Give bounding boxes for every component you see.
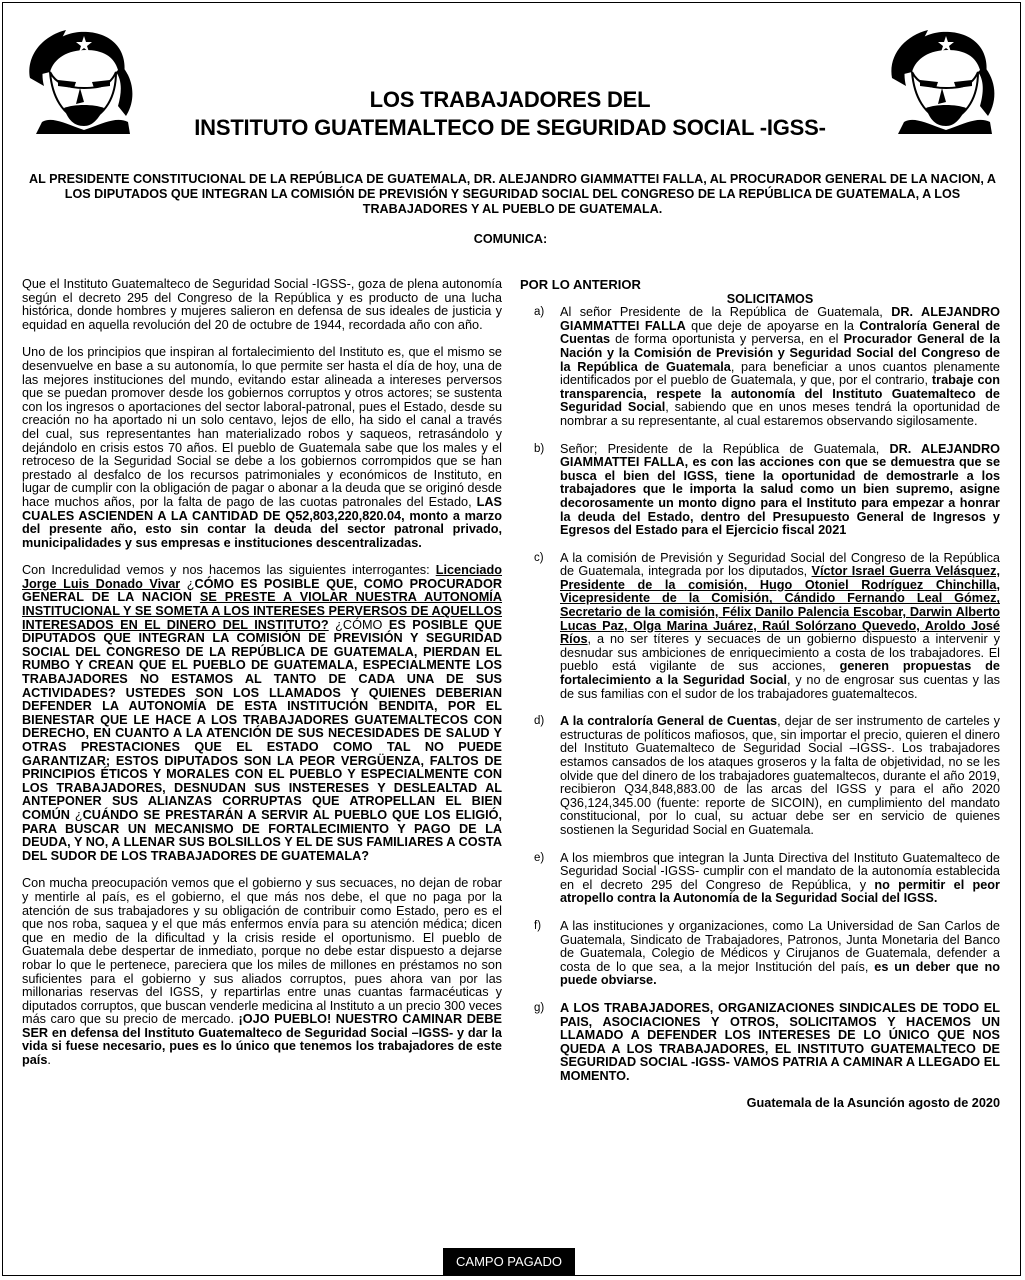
request-a-bold-2: Contraloría General de Cuentas xyxy=(560,318,1000,347)
request-a-bold-3: Procurador General de la Nación y la Comisión de Previsión y Seguridad Social del Congreso de la República de Guatemala xyxy=(560,332,1000,374)
request-b xyxy=(520,443,1000,538)
page-title xyxy=(150,86,870,142)
request-d-text-1: , dejar de ser instrumento de carteles y estructuras de políticos mafiosos, que, sin importar el precio, quieren el dinero del Instituto Guatemalteco de Seguridad Social –IGSS-. Los trabajadores estamos cansados de los ataques groseros y la falta de objetividad, no se les olvide que del dinero de los trabajadores guatemaltecos, durante el año 2019, recibieron Q34,848,883.00 de las arcas del IGSS y para el año 2020 Q36,124,345.00 (fuente: reporte de SICOIN), en cumplimiento del mandato constitucional, por lo cual, su actuar debe ser en servicio de quienes sostienen la Seguridad Social en Guatemala. xyxy=(560,714,1000,837)
request-a-bold-1: DR. ALEJANDRO GIAMMATTEI FALLA xyxy=(560,305,1000,333)
interrogantes-intro: Con Incredulidad vemos y nos hacemos las siguientes interrogantes: xyxy=(22,563,436,578)
interrogantes-q1-open: ¿ xyxy=(180,576,195,591)
request-d xyxy=(520,715,1000,837)
signature-date: Guatemala de la Asunción agosto de 2020 xyxy=(746,1096,1000,1111)
request-f xyxy=(520,920,1000,988)
interrogantes-q3: CUÁNDO SE PRESTARÁN A SERVIR AL PUEBLO QUE LOS ELIGIÓ, PARA BUSCAR UN MECANISMO DE FORTALECIMIENTO Y PAGO DE LA DEUDA, Y NO, A LLENAR SUS BOLSILLOS Y EL DE SUS FAMILIARES A COSTA DEL SUDOR DE LOS TRABAJADORES DE GUATEMALA? xyxy=(22,807,502,863)
request-a-text-1: Al señor Presidente de la República de Guatemala, xyxy=(560,305,892,320)
paragraph-principios-debt: LAS CUALES ASCIENDEN A LA CANTIDAD DE Q52,803,220,820.04, monto a marzo del presente año, esto sin contar la deuda del sector patronal privado, municipalidades y sus empresas e instituciones descentralizadas. xyxy=(22,494,502,550)
requests-list xyxy=(520,306,1000,1083)
request-a-bold-4: trabaje con transparencia, respete la autonomía del Instituto Guatemalteco de Seguridad Social xyxy=(560,373,1000,415)
che-portrait-right xyxy=(884,26,1002,134)
request-c-text-3: , y no de engrosar sus cuentas y las de sus familias con el sudor de los trabajadores guatemaltecos. xyxy=(560,673,1000,701)
request-a-text-2: que deje de apoyarse en la xyxy=(685,318,860,333)
por-lo-anterior-heading: POR LO ANTERIOR xyxy=(520,277,641,292)
request-c-marker: c) xyxy=(534,551,544,564)
request-c-text-2: , a no ser títeres y secuaces de un gobierno dispuesto a intervenir y desnudar sus ambiciones de enriquecimiento a costa de los trabajadores. El pueblo está vigilante de sus acciones, xyxy=(560,632,1000,674)
request-f-marker: f) xyxy=(534,919,542,932)
preocupacion-end: . xyxy=(47,1053,51,1068)
paragraph-autonomia: Que el Instituto Guatemalteco de Seguridad Social -IGSS-, goza de plena autonomía según el decreto 295 del Congreso de la República y es producto de una lucha histórica, donde hombres y mujeres salieron en defensa de sus ideales de justicia y equidad en aquella revolución del 20 de octubre de 1944, recordada año con año. xyxy=(22,277,502,332)
right-column xyxy=(520,278,1000,1111)
comunica-heading: COMUNICA: xyxy=(473,232,548,246)
solicitamos-heading: SOLICITAMOS xyxy=(726,291,814,306)
request-e-marker: e) xyxy=(534,851,545,864)
request-f-text-1: A las instituciones y organizaciones, como La Universidad de San Carlos de Guatemala, Sindicato de Trabajadores, Patronos, Junta Monetaria del Banco de Guatemala, Colegio de Médicos y Cirujanos de Guatemala, defender a costa de lo que sea, a la mejor Institución del país, xyxy=(560,918,1000,974)
title-line-1: LOS TRABAJADORES DEL xyxy=(369,87,651,112)
request-a-text-3: de forma oportunista y perversa, en el xyxy=(610,332,844,347)
request-b-bold-1: DR. ALEJANDRO GIAMMATTEI FALLA, es con las acciones con que se demuestra que se busca el bien del IGSS, tiene la oportunidad de demostrarle a los trabajadores que le importa la salud como un bien supremo, asigne decorosamente un monto digno para el Instituto para empezar a honrar la deuda del Estado, dentro del Presupuesto General de Ingresos y Egresos del Estado para el Ejercicio fiscal 2021 xyxy=(560,441,1001,538)
paragraph-interrogantes xyxy=(22,564,502,863)
interrogantes-q1: CÓMO ES POSIBLE QUE, COMO PROCURADOR GENERAL DE LA NACION xyxy=(22,576,503,605)
che-portrait-left xyxy=(22,26,140,134)
request-b-text-1: Señor; Presidente de la República de Guatemala, xyxy=(560,441,890,456)
request-a xyxy=(520,306,1000,428)
paragraph-preocupacion xyxy=(22,877,502,1067)
interrogantes-q2: ES POSIBLE QUE DIPUTADOS QUE INTEGRAN LA COMISIÓN DE PREVISIÓN Y SEGURIDAD SOCIAL DEL CONGRESO DE LA REPÚBLICA DE GUATEMALA, PIERDAN EL RUMBO Y CREAN QUE EL PUEBLO DE GUATEMALA, ESPECIALMENTE LOS TRABAJADORES NO ESTAMOS AL TANTO DE CADA UNA DE SUS ACTIVIDADES? USTEDES SON LOS LLAMADOS Y QUIENES DEBERIAN DEFENDER LA AUTONOMÍA DE ESTA INSTITUCIÓN BENDITA, POR EL BIENESTAR QUE LE HACE A LOS TRABAJADORES GUATEMALTECOS CON DERECHO, EN CUANTO A LA ATENCIÓN DE SUS NECESIDADES DE SALUD Y OTRAS PRESTACIONES QUE EL ESTADO COMO TAL NO PUEDE GARANTIZAR; ESTOS DIPUTADOS SON LA PEOR VERGÜENZA, FALTOS DE PRINCIPIOS ÉTICOS Y MORALES CON EL PUEBLO Y ESPECIALMENTE CON LOS TRABAJADORES, DESNUDAN SUS INSTERESES Y DESLEALTAD AL ANTEPONER SUS ALIANZAS CORRUPTAS QUE ATROPELLAN EL BIEN COMÚN xyxy=(22,617,502,822)
title-line-2: INSTITUTO GUATEMALTECO DE SEGURIDAD SOCIAL -IGSS- xyxy=(194,115,826,140)
request-d-marker: d) xyxy=(534,715,545,728)
request-a-marker: a) xyxy=(534,306,545,319)
preocupacion-ojo-pueblo: ¡OJO PUEBLO! NUESTRO CAMINAR DEBE SER en defensa del Instituto Guatemalteco de Seguridad Social –IGSS- y dar la vida si fuese necesario, pues es lo único que tenemos los trabajadores de este país xyxy=(22,1012,502,1068)
request-e-bold-1: no permitir el peor atropello contra la Autonomía de la Seguridad Social del IGSS. xyxy=(560,877,1000,906)
request-c-diputados: Víctor Israel Guerra Velásquez, Presidente de la comisión, Hugo Otoniel Rodríguez Chinchilla, Vicepresidente de la Comisión, Cándido Fernando Leal Gómez, Secretario de la comisión, Félix Danilo Palencia Escobar, Darwin Alberto Lucas Paz, Olga Marina Juárez, Raúl Solórzano Quevedo, Aroldo José Ríos xyxy=(560,564,1000,647)
request-g xyxy=(520,1002,1000,1084)
request-g-bold-1: A LOS TRABAJADORES, ORGANIZACIONES SINDICALES DE TODO EL PAIS, ASOCIACIONES Y OTROS, SOLICITAMOS Y HACEMOS UN LLAMADO A DEFENDER LOS INTERESES DE LO ÚNICO QUE NOS QUEDA A LOS TRABAJADORES, EL INSTITUTO GUATEMALTECO DE SEGURIDAD SOCIAL -IGSS- VAMOS PATRIA A CAMINAR A LLEGADO EL MOMENTO. xyxy=(560,1000,1000,1083)
request-a-text-4: , para beneficiar a unos cuantos plenamente identificados por el pueblo de Guatemala, y que, por el contrario, xyxy=(560,359,1000,388)
paragraph-principios xyxy=(22,346,502,550)
request-a-text-5: , sabiendo que en unos meses tendrá la oportunidad de nombrar a su representante, al cual estaremos observando sigilosamente. xyxy=(560,400,1000,428)
request-e xyxy=(520,852,1000,906)
request-d-bold-1: A la contraloría General de Cuentas xyxy=(560,714,778,729)
request-c-text-1: A la comisión de Previsión y Seguridad Social del Congreso de la República de Guatemala, integrada por los diputados, xyxy=(560,550,1000,579)
address-paragraph: AL PRESIDENTE CONSTITUCIONAL DE LA REPÚBLICA DE GUATEMALA, DR. ALEJANDRO GIAMMATTEI FALLA, AL PROCURADOR GENERAL DE LA NACION, A LOS DIPUTADOS QUE INTEGRAN LA COMISIÓN DE PREVISIÓN Y SEGURIDAD SOCIAL DEL CONGRESO DE LA REPÚBLICA DE GUATEMALA, A LOS TRABAJADORES Y AL PUEBLO DE GUATEMALA. xyxy=(29,172,996,216)
paragraph-principios-text: Uno de los principios que inspiran al fortalecimiento del Instituto es, que el mismo se desenvuelve en base a su autonomía, lo que permite ser hasta el día de hoy, una de las mejores instituciones del mundo, evitando estar alineada a intereses perversos que se puedan promover desde los gobiernos corruptos y otros actores; se sustenta con los ingresos o aportaciones del sector laboral-patronal, pues el Estado, desde su creación no ha aportado ni un solo centavo, lejos de ello, ha sido el canal a través del cual, sus representantes han materializado robos y saqueos, retrasándolo y dejándolo en crisis estos 70 años. El pueblo de Guatemala sabe que los males y el retroceso de la Seguridad Social se debe a los gobiernos corrompidos que se han prestado al desfalco de los recursos patrimoniales y económicos de Instituto, en lugar de cumplir con la obligación de pagar o abonar a la deuda que se originó desde hace muchos años, por la falta de pago de las cuotas patronales del Estado, xyxy=(22,345,502,509)
request-b-marker: b) xyxy=(534,442,545,455)
left-column xyxy=(22,278,502,1082)
interrogantes-q1-underlined: SE PRESTE A VIOLAR NUESTRA AUTONOMÍA INSTITUCIONAL Y SE SOMETA A LOS INTERESES PERVERSOS DE AQUELLOS INTERESADOS EN EL DINERO DEL INSTITUTO? xyxy=(22,590,502,632)
campo-pagado-tag: CAMPO PAGADO xyxy=(443,1248,575,1276)
request-e-text-1: A los miembros que integran la Junta Directiva del Instituto Guatemalteco de Seguridad Social -IGSS- cumplir con el mandato de la autonomía establecida en el decreto 295 del Congreso de República, y xyxy=(560,850,1000,892)
request-c-bold-1: generen propuestas de fortalecimiento a la Seguridad Social xyxy=(560,659,1000,688)
preocupacion-text: Con mucha preocupación vemos que el gobierno y sus secuaces, no dejan de robar y mentirle al país, es el gobierno, el que más nos debe, el que no paga por la atención de sus trabajadores y su obligación de contribuir como Estado, pero es el que nos roba, saquea y el que más enfermos envía para su atención médica; dicen que en medio de la dificultad y la crisis reside el oportunismo. El pueblo de Guatemala debe despertar de inmediato, porque no debe estar dispuesto a dejarse robar lo que le pertenece, pareciera que los miles de millones en préstamos no son suficientes para el gobierno y sus aliados corruptos, pues ahora van por las millonarias reservas del IGSS, y repartirlas entre unas cuantas farmacéuticas y diputados corruptos, que buscan venderle medicina al Instituto a un precio 300 veces más caro que su precio de mercado. xyxy=(22,876,502,1027)
request-f-bold-1: es un deber que no puede obviarse. xyxy=(560,959,1000,988)
request-g-marker: g) xyxy=(534,1001,545,1014)
interrogantes-q3-open: ¿ xyxy=(69,807,83,822)
interrogantes-q2-open: ¿CÓMO xyxy=(328,617,389,632)
procurador-name: Licenciado Jorge Luis Donado Vivar xyxy=(22,563,502,591)
request-c xyxy=(520,552,1000,702)
